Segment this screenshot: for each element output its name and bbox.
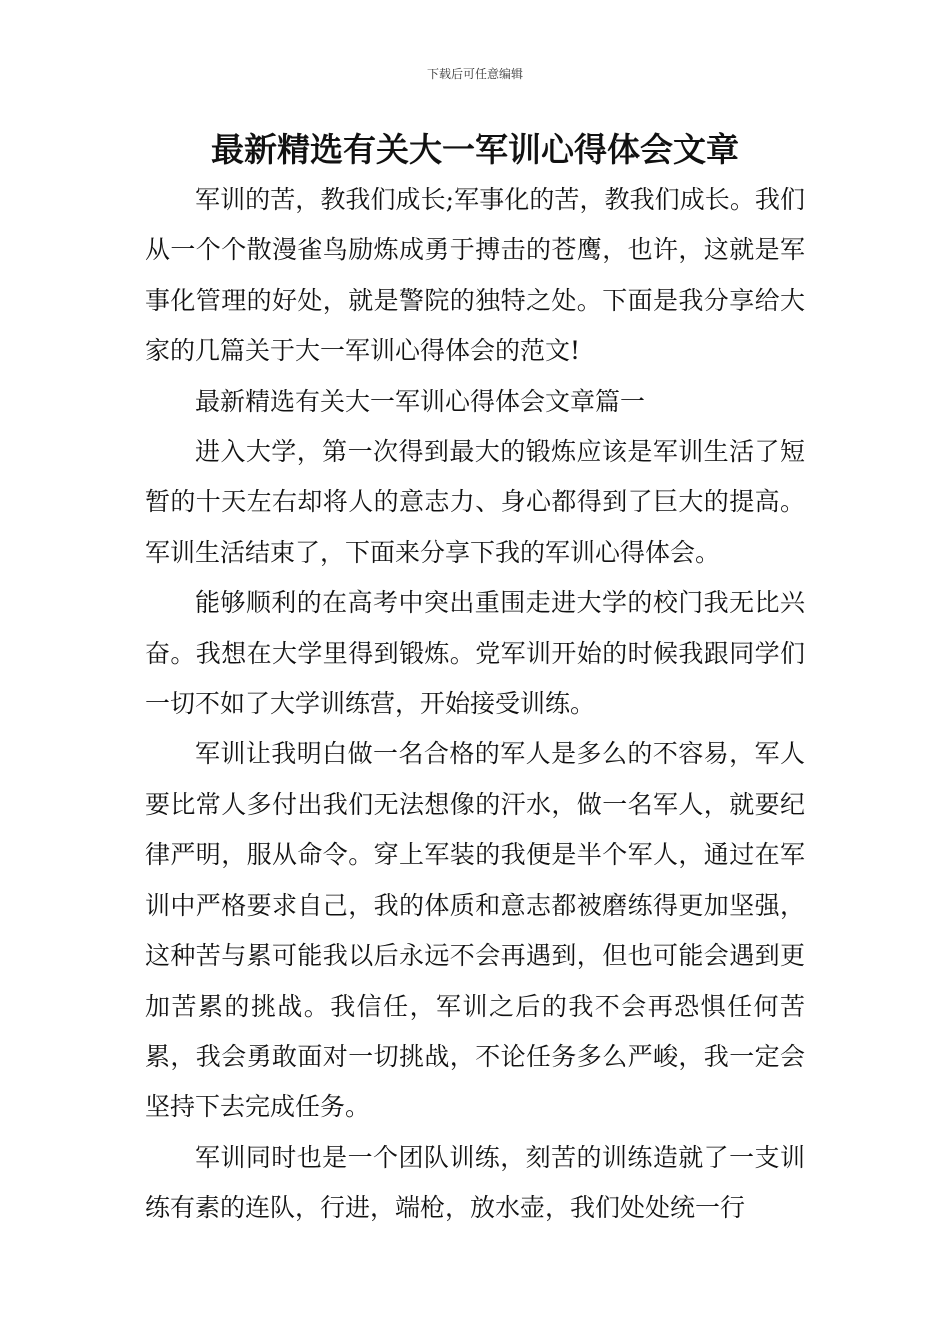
body-paragraph: 军训同时也是一个团队训练，刻苦的训练造就了一支训练有素的连队，行进，端枪，放水壶，我们处处统一行	[145, 1142, 805, 1223]
intro-paragraph: 军训的苦，教我们成长;军事化的苦，教我们成长。我们从一个个散漫雀鸟励炼成勇于搏击的苍鹰，也许，这就是军事化管理的好处，就是警院的独特之处。下面是我分享给大家的几篇关于大一军训心得体会的范文!	[145, 185, 805, 366]
document-body	[145, 175, 805, 1234]
header-note: 下载后可任意编辑	[426, 67, 523, 81]
section-heading: 最新精选有关大一军训心得体会文章篇一	[195, 386, 646, 416]
document-title: 最新精选有关大一军训心得体会文章	[211, 130, 739, 169]
body-paragraph: 军训让我明白做一名合格的军人是多么的不容易，军人要比常人多付出我们无法想像的汗水，做一名军人，就要纪律严明，服从命令。穿上军装的我便是半个军人，通过在军训中严格要求自己，我的体质和意志都被磨练得更加坚强，这种苦与累可能我以后永远不会再遇到，但也可能会遇到更加苦累的挑战。我信任，军训之后的我不会再恐惧任何苦累，我会勇敢面对一切挑战，不论任务多么严峻，我一定会坚持下去完成任务。	[145, 739, 805, 1122]
body-paragraph: 进入大学，第一次得到最大的锻炼应该是军训生活了短暂的十天左右却将人的意志力、身心都得到了巨大的提高。军训生活结束了，下面来分享下我的军训心得体会。	[145, 437, 805, 567]
body-paragraph: 能够顺利的在高考中突出重围走进大学的校门我无比兴奋。我想在大学里得到锻炼。党军训开始的时候我跟同学们一切不如了大学训练营，开始接受训练。	[145, 588, 805, 719]
